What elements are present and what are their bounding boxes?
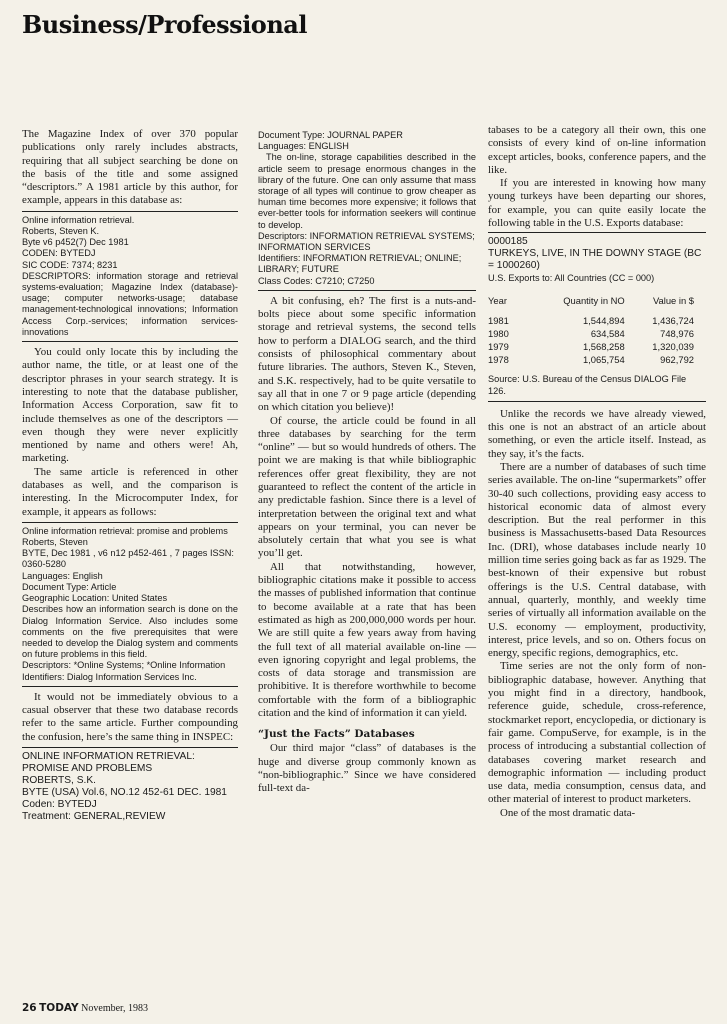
table-row	[488, 327, 694, 340]
page-title: Business/Professional	[22, 10, 307, 39]
record-line: Document Type: JOURNAL PAPER	[258, 130, 403, 140]
page-number: 26	[22, 1002, 37, 1014]
paragraph: The Magazine Index of over 370 popular publications only rarely includes abstracts, requiring that all subject searching be done on the basis of the title and some assigned “descriptors.” A 1981 article by this author, for example, appears in this database as:	[22, 128, 238, 207]
record-line: Languages: English	[22, 570, 103, 581]
table-row	[488, 340, 694, 353]
record-line: Describes how an information search is done on the Dialog Information Service. Also includes some comments on the five prerequisites that were needed to develop the Dialog system and comments on future problems in this field.	[22, 604, 238, 660]
paragraph: The same article is referenced in other databases as well, and the comparison is interesting. In the Microcomputer Index, for example, it appears as follows:	[22, 465, 238, 518]
record-line: DESCRIPTORS: information storage and retrieval systems-evaluation; Magazine Index (database)-usage; computer networks-usage; database management-technological innovations; Information Access Corp.-services; information services-innovations	[22, 270, 238, 337]
paragraph: If you are interested in knowing how many young turkeys have been departing our shores, for example, you can quite easily locate the following table in the U.S. Exports database:	[488, 177, 706, 230]
table-source: Source: U.S. Bureau of the Census DIALOG File 126.	[488, 374, 687, 396]
record-line: Online information retrieval.	[22, 214, 135, 225]
record-line: Geographic Location: United States	[22, 593, 168, 604]
record-line: U.S. Exports to: All Countries (CC = 000)	[488, 273, 655, 284]
record-line: TURKEYS, LIVE, IN THE DOWNY STAGE (BC = 1000260)	[488, 248, 702, 272]
column-3	[488, 124, 706, 820]
table-cell: 1978	[488, 354, 509, 366]
paragraph: Of course, the article could be found in all three databases by searching for the term “online” — but so would hundreds of others. The point we are making is that while bibliographic references offer great flexibility, they are not guaranteed to reflect the content of the article in any predictable fashion. Since there is a level of interpretation between the original text and what appears on your terminal, you can never be absolutely certain that what you see is what you’ll get.	[258, 414, 476, 560]
table-cell: 748,976	[660, 328, 694, 340]
column-header: Year	[488, 295, 507, 307]
paragraph: You could only locate this by including the author name, the title, or at least one of the descriptor phrases in your search strategy. It is interesting to note that the database publisher, Information Access Corporation, saw fit to include themselves as one of the descriptors — even though they were never explicitly mentioned by name and others were! Ah, marketing.	[22, 346, 238, 465]
record-line: Treatment: GENERAL,REVIEW	[22, 810, 166, 822]
record-line: The on-line, storage capabilities described in the article seem to presage enormous changes in the library of the future. One can only assume that mass storage of all types will continue to grow cheaper as human time becomes more expensive; it follows that ever-better tools for information seekers will continue to develop.	[258, 152, 476, 230]
table-cell: 1,544,894	[582, 315, 625, 327]
table-cell: 1,436,724	[652, 315, 694, 327]
record-line: Byte v6 p452(7) Dec 1981	[22, 237, 129, 248]
table-cell: 1,065,754	[582, 354, 625, 366]
column-2	[258, 130, 476, 796]
paragraph: Our third major “class” of databases is the huge and diverse group commonly known as “non-bibliographic.” Since we have considered full-text da-	[258, 742, 476, 795]
table-cell: 634,584	[590, 328, 625, 340]
record-line: Online information retrieval: promise and problems	[22, 525, 228, 536]
column-1	[22, 128, 238, 827]
paragraph: One of the most dramatic data-	[500, 806, 636, 819]
table-cell: 1981	[488, 315, 509, 327]
table-cell: 1,320,039	[652, 341, 694, 353]
exports-table	[488, 294, 694, 366]
exports-record-header	[488, 236, 706, 284]
record-line: Languages: ENGLISH	[258, 141, 349, 152]
citation-record-magazine-index	[22, 211, 238, 342]
record-line: SIC CODE: 7374; 8231	[22, 259, 118, 270]
paragraph: Time series are not the only form of non-bibliographic database, however. Anything that you might find in a directory, handbook, reference guide, schedule, cross-reference, stockmarket report, encyclopedia, or dictionary is fair game. CompuServe, for example, is in the process of introducing a substantial collection of databases covering market research and demographic information — including product use data, media consumption, census data, and other material of interest to product marketers.	[488, 660, 706, 806]
record-line: 0000185	[488, 236, 528, 248]
issue-date: November, 1983	[81, 1003, 148, 1014]
record-line: Descriptors: *Online Systems; *Online Information	[22, 660, 226, 671]
table-cell: 1979	[488, 341, 509, 353]
record-line: BYTE, Dec 1981 , v6 n12 p452-461 , 7 pages ISSN: 0360-5280	[22, 548, 234, 570]
record-line: Identifiers: Dialog Information Services Inc.	[22, 671, 197, 682]
table-row	[488, 314, 694, 327]
section-heading: “Just the Facts” Databases	[258, 728, 415, 741]
paragraph: It would not be immediately obvious to a casual observer that these two database records refer to the same article. Further compounding the confusion, here’s the same thing in INSPEC:	[22, 690, 238, 743]
table-cell: 962,792	[660, 354, 694, 366]
record-line: ONLINE INFORMATION RETRIEVAL: PROMISE AND PROBLEMS	[22, 750, 195, 774]
table-cell: 1,568,258	[582, 341, 625, 353]
record-line: BYTE (USA) Vol.6, NO.12 452-61 DEC. 1981 Coden: BYTEDJ	[22, 786, 227, 810]
citation-record-inspec-continued	[258, 130, 476, 291]
paragraph: There are a number of databases of such time series available. The on-line “supermarkets” offer 30-40 such collections, providing easy access to historical economic data of almost every description. But the real performer in this business is Massachusetts-based Data Resources Inc. (DRI), whose databases include nearly 10 million time series going back as far as 1929. The best-known of their expensive but robust offerings is the U.S. Central database, with annual, quarterly, monthly, and weekly time series of virtually all information available on the U.S. economy — employment, productivity, interest, price levels, and so on. Others focus on energy, specific regions, demographics, etc.	[488, 460, 706, 660]
record-line: Roberts, Steven K.	[22, 225, 100, 236]
page-footer	[22, 1002, 148, 1014]
record-line: ROBERTS, S.K.	[22, 774, 96, 786]
citation-record-inspec	[22, 747, 238, 823]
column-header: Quantity in NO	[563, 295, 625, 307]
paragraph: tabases to be a category all their own, this one consists of every kind of on-line information except articles, books, conference papers, and the like.	[488, 124, 706, 176]
paragraph: All that notwithstanding, however, bibliographic citations make it possible to access the masses of published information that continue to become available at a rate that has been estimated as high as 200,000,000 words per hour. We are still quite a few years away from having the full text of all material available on-line — even ignoring copyright and legal problems, the costs of data storage and transmission are prohibitive. It is therefore worthwhile to become comfortable with the form of a bibliographic citation and the kind of information it can yield.	[258, 560, 476, 720]
paragraph: A bit confusing, eh? The first is a nuts-and-bolts piece about some specific information storage and retrieval systems, the second tells how to perform a DIALOG search, and the third consists of philosophical commentary about future libraries. The authors, Steven K., Steven, and S.K. respectively, had to be quite versatile to say all that in one 7 or 9 page article (depending on which citation you believe)!	[258, 294, 476, 414]
citation-record-microcomputer-index	[22, 522, 238, 687]
record-line: Roberts, Steven	[22, 537, 88, 548]
record-line: Class Codes: C7210; C7250	[258, 275, 375, 286]
table-row	[488, 353, 694, 366]
table-cell: 1980	[488, 328, 509, 340]
record-line: Document Type: Article	[22, 581, 117, 592]
record-line: Descriptors: INFORMATION RETRIEVAL SYSTEMS; INFORMATION SERVICES	[258, 230, 475, 253]
table-header-row	[488, 294, 694, 314]
record-line: Identifiers: INFORMATION RETRIEVAL; ONLINE; LIBRARY; FUTURE	[258, 253, 462, 275]
record-line: CODEN: BYTEDJ	[22, 248, 96, 259]
column-header: Value in $	[652, 295, 694, 307]
exports-record-box	[488, 232, 706, 401]
magazine-name: TODAY	[39, 1002, 79, 1014]
paragraph: Unlike the records we have already viewed, this one is not an abstract of an article about something, or even the article itself. Instead, as they say, it’s the facts.	[488, 407, 706, 460]
